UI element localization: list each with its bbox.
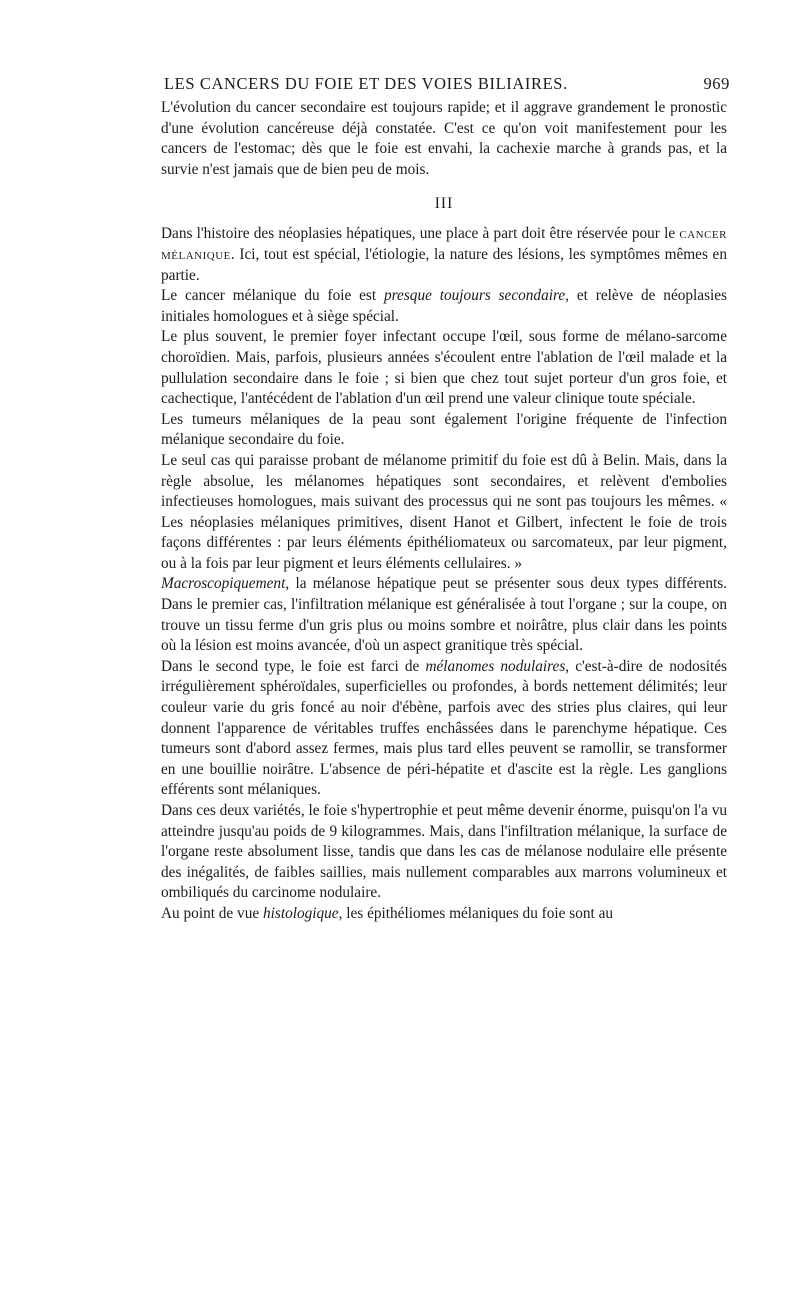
text-run: , la mélanose hépatique peut se présenter sous deux types différents. Dans le premier cas, l'infiltration mélanique est généralisée à tout l'organe ; sur la coupe, on trouve un tissu ferme d'un gris plus ou moins sombre et noirâtre, plus clair dans les points où la lésion est moins avancée, d'où un aspect granitique très spécial. [161, 575, 727, 655]
italic-term: Macroscopiquement [161, 575, 286, 593]
small-caps-term: cancer mélanique [161, 225, 727, 263]
paragraph [161, 904, 727, 925]
paragraph: Le seul cas qui paraisse probant de mélanome primitif du foie est dû à Belin. Mais, dans la règle absolue, les mélanomes hépatiques sont secondaires, et relèvent d'embolies infectieuses homologues, mais suivant des processus qui ne sont pas toujours les mêmes. « Les néoplasies mélaniques primitives, disent Hanot et Gilbert, infectent le foie de trois façons différentes : par leurs éléments épithéliomateux ou sarcomateux, par leur pigment, ou à la fois par leur pigment et leurs éléments cellulaires. » [161, 451, 727, 572]
page-number: 969 [703, 74, 730, 93]
text-run: , et relève de néoplasies initiales homologues et à siège spécial. [161, 287, 728, 325]
text-run: . Ici, tout est spécial, l'étiologie, la nature des lésions, les symptômes mêmes en partie. [161, 245, 727, 284]
paragraph: L'évolution du cancer secondaire est toujours rapide; et il aggrave grandement le pronostic d'une évolution cancéreuse déjà constatée. C'est ce qu'on voit manifestement pour les cancers de l'estomac; dès que le foie est envahi, la cachexie marche à grands pas, et la survie n'est jamais que de bien peu de mois. [161, 99, 727, 178]
italic-term: mélanomes nodulaires [425, 657, 566, 675]
paragraph [161, 574, 727, 656]
text-run: Dans l'histoire des néoplasies hépatiques, une place à part doit être réservée pour le [161, 225, 680, 243]
running-head [160, 74, 730, 98]
text-run: , c'est-à-dire de nodosités irrégulièrement sphéroïdales, superficielles ou profondes, à bords nettement délimités; leur couleur varie du gris foncé au noir d'ébène, parfois avec des stries plus claires, qui leur donnent l'apparence de véritables truffes enchâssées dans le parenchyme hépatique. Ces tumeurs sont d'abord assez fermes, mais plus tard elles peuvent se ramollir, se transformer en une bouillie noirâtre. L'absence de péri-hépatite et d'ascite est la règle. Les ganglions efférents sont mélaniques. [161, 657, 727, 799]
paragraph: Les tumeurs mélaniques de la peau sont également l'origine fréquente de l'infection mélanique secondaire du foie. [161, 410, 727, 449]
paragraph: Dans ces deux variétés, le foie s'hypertrophie et peut même devenir énorme, puisqu'on l'a vu atteindre jusqu'au poids de 9 kilogrammes. Mais, dans l'infiltration mélanique, la surface de l'organe reste absolument lisse, tandis que dans les cas de mélanose nodulaire elle présente des inégalités, de faibles saillies, mais nullement comparables aux marrons volumineux et ombiliqués du carcinome nodulaire. [161, 802, 727, 902]
text-run: Le cancer mélanique du foie est [161, 287, 385, 305]
section-number: III [434, 195, 454, 213]
paragraph [161, 224, 727, 286]
text-run: Au point de vue [161, 904, 263, 922]
body-text [161, 98, 727, 925]
text-run: , les épithéliomes mélaniques du foie sont au [338, 904, 614, 922]
paragraph: Le plus souvent, le premier foyer infectant occupe l'œil, sous forme de mélano-sarcome choroïdien. Mais, parfois, plusieurs années s'écoulent entre l'ablation de l'œil malade et la pullulation secondaire dans le foie ; si bien que chez tout sujet porteur d'un gros foie, et cachectique, l'antécédent de l'ablation d'un œil prend une valeur clinique toute spéciale. [161, 328, 727, 408]
running-title: LES CANCERS DU FOIE ET DES VOIES BILIAIRES. [164, 74, 568, 93]
text-run: Dans le second type, le foie est farci de [161, 657, 426, 675]
italic-term: presque toujours secondaire [384, 287, 566, 305]
paragraph [161, 286, 727, 327]
italic-term: histologique [262, 904, 339, 922]
paragraph [161, 657, 727, 801]
